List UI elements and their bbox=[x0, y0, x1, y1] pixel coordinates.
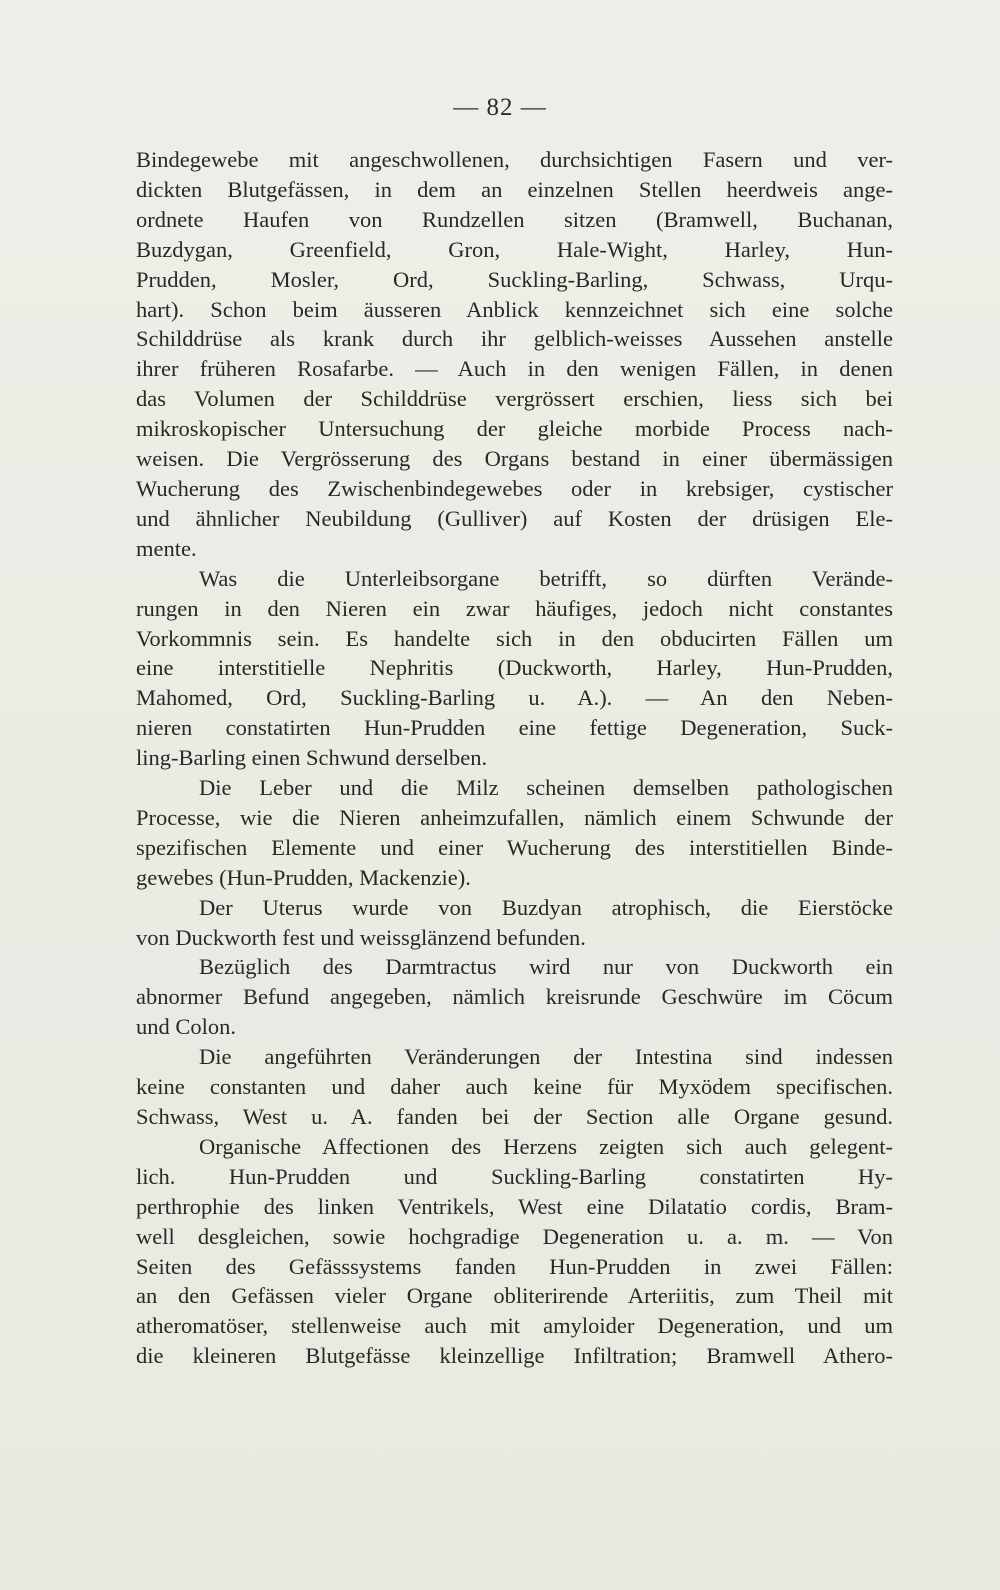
text-line: lich. Hun-Prudden und Suckling-Barling constatirten Hy- bbox=[136, 1163, 893, 1189]
text-line: Schilddrüse als krank durch ihr gelblich-weisses Aussehen anstelle bbox=[136, 326, 893, 352]
text-line: atheromatöser, stellenweise auch mit amyloider Degeneration, und um bbox=[136, 1313, 893, 1339]
text-line: dickten Blutgefässen, in dem an einzelnen Stellen heerdweis ange- bbox=[136, 176, 893, 202]
text-line: weisen. Die Vergrösserung des Organs bestand in einer übermässigen bbox=[136, 446, 893, 472]
text-line: Seiten des Gefässsystems fanden Hun-Prudden in zwei Fällen: bbox=[136, 1253, 893, 1279]
text-line: Der Uterus wurde von Buzdyan atrophisch, die Eierstöcke bbox=[199, 894, 893, 920]
text-line: Bezüglich des Darmtractus wird nur von Duckworth ein bbox=[199, 954, 893, 980]
text-line: Schwass, West u. A. fanden bei der Section alle Organe gesund. bbox=[136, 1104, 893, 1129]
text-line: spezifischen Elemente und einer Wucherung des interstitiellen Binde- bbox=[136, 834, 893, 860]
text-line: Was die Unterleibsorgane betrifft, so dürften Verände- bbox=[199, 565, 893, 591]
text-line: ordnete Haufen von Rundzellen sitzen (Bramwell, Buchanan, bbox=[136, 206, 893, 232]
text-line: an den Gefässen vieler Organe obliterirende Arteriitis, zum Theil mit bbox=[136, 1283, 893, 1309]
text-line: mente. bbox=[136, 535, 197, 561]
text-line: rungen in den Nieren ein zwar häufiges, jedoch nicht constantes bbox=[136, 595, 893, 621]
page-number: — 82 — bbox=[453, 94, 547, 121]
text-line: Bindegewebe mit angeschwollenen, durchsichtigen Fasern und ver- bbox=[136, 147, 893, 172]
text-line: Buzdygan, Greenfield, Gron, Hale-Wight, Harley, Hun- bbox=[136, 236, 893, 262]
text-line: Die Leber und die Milz scheinen demselben pathologischen bbox=[199, 775, 893, 801]
text-line: ihrer früheren Rosafarbe. — Auch in den wenigen Fällen, in denen bbox=[136, 356, 893, 382]
text-line: Prudden, Mosler, Ord, Suckling-Barling, Schwass, Urqu- bbox=[136, 266, 893, 292]
text-line: Wucherung des Zwischenbindegewebes oder in krebsiger, cystischer bbox=[136, 475, 893, 501]
text-line: Organische Affectionen des Herzens zeigten sich auch gelegent- bbox=[199, 1133, 893, 1159]
body-text bbox=[136, 145, 893, 1371]
text-line: und Colon. bbox=[136, 1014, 237, 1040]
text-line: die kleineren Blutgefässe kleinzellige Infiltration; Bramwell Athero- bbox=[136, 1343, 893, 1369]
text-line: gewebes (Hun-Prudden, Mackenzie). bbox=[136, 864, 471, 890]
text-line: Die angeführten Veränderungen der Intestina sind indessen bbox=[199, 1044, 893, 1070]
text-line: Processe, wie die Nieren anheimzufallen, nämlich einem Schwunde der bbox=[136, 804, 893, 830]
text-line: abnormer Befund angegeben, nämlich kreisrunde Geschwüre im Cöcum bbox=[136, 984, 893, 1010]
text-line: well desgleichen, sowie hochgradige Degeneration u. a. m. — Von bbox=[136, 1223, 893, 1249]
text-line: perthrophie des linken Ventrikels, West eine Dilatatio cordis, Bram- bbox=[136, 1193, 893, 1219]
text-line: hart). Schon beim äusseren Anblick kennzeichnet sich eine solche bbox=[136, 296, 893, 322]
text-line: nieren constatirten Hun-Prudden eine fettige Degeneration, Suck- bbox=[136, 715, 893, 741]
text-line: Vorkommnis sein. Es handelte sich in den obducirten Fällen um bbox=[136, 625, 893, 651]
text-line: das Volumen der Schilddrüse vergrössert erschien, liess sich bei bbox=[136, 386, 893, 412]
text-line: von Duckworth fest und weissglänzend befunden. bbox=[136, 924, 586, 950]
text-line: eine interstitielle Nephritis (Duckworth, Harley, Hun-Prudden, bbox=[136, 655, 893, 681]
text-line: ling-Barling einen Schwund derselben. bbox=[136, 745, 488, 771]
text-line: Mahomed, Ord, Suckling-Barling u. A.). — An den Neben- bbox=[136, 685, 893, 711]
text-line: und ähnlicher Neubildung (Gulliver) auf Kosten der drüsigen Ele- bbox=[136, 505, 893, 531]
text-line: mikroskopischer Untersuchung der gleiche morbide Process nach- bbox=[136, 416, 893, 442]
text-line: keine constanten und daher auch keine für Myxödem specifischen. bbox=[136, 1074, 893, 1100]
